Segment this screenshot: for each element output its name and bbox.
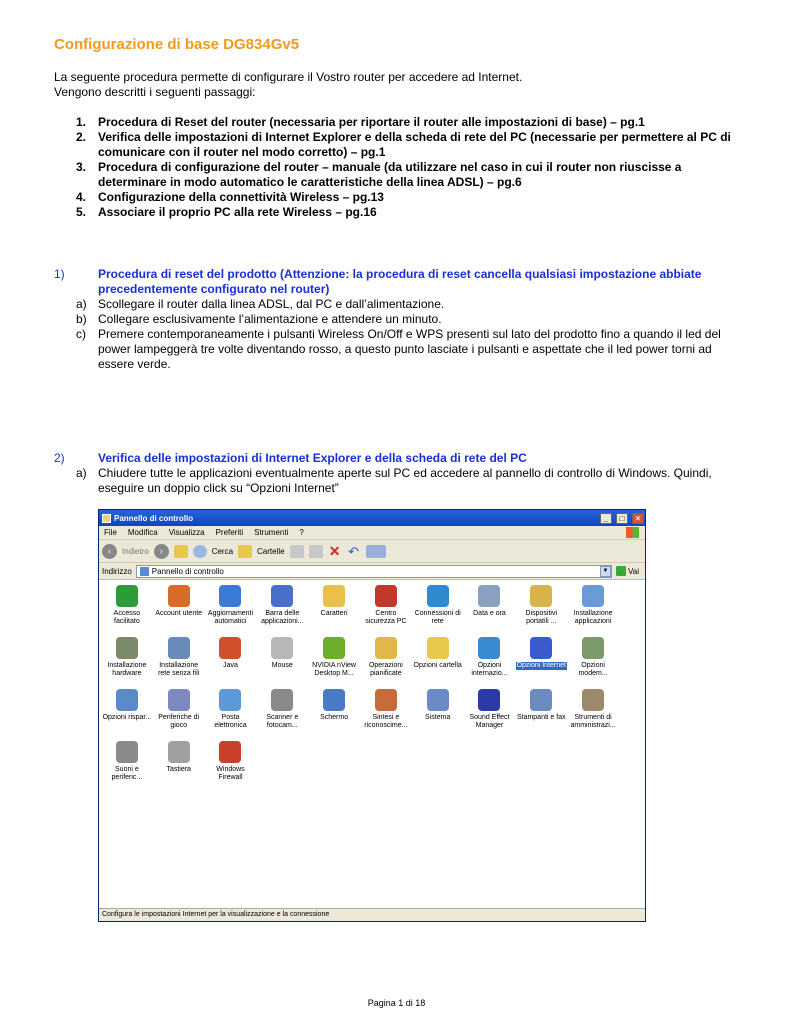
applet-icon [219,689,241,711]
views-icon[interactable] [366,545,386,558]
control-panel-item[interactable] [101,741,153,793]
control-panel-item[interactable] [101,637,153,689]
item-letter: b) [76,312,87,326]
applet-icon [271,585,293,607]
back-button[interactable]: Indietro [122,546,149,556]
applet-label: Caratteri [320,610,348,617]
section-reset [54,267,744,372]
applet-icon [582,637,604,659]
control-panel-item[interactable] [360,637,412,689]
applet-label: Dispositivi portatili ... [525,610,558,625]
section-number: 1) [54,267,65,281]
applet-icon [219,585,241,607]
control-panel-item[interactable] [205,585,257,637]
window-titlebar [99,510,645,526]
applet-icon [116,637,138,659]
address-label: Indirizzo [102,566,132,576]
applet-label: Sound Effect Manager [469,714,510,729]
control-panel-item[interactable] [256,689,308,741]
applet-label: Aggiornamenti automatici [207,610,254,625]
windows-logo-icon [626,527,639,538]
icon-grid [101,585,641,793]
applet-label: Opzioni rispar... [102,714,152,721]
section-item [54,297,744,312]
applet-icon [530,689,552,711]
item-text: Scollegare il router dalla linea ADSL, dal PC e dall’alimentazione. [98,297,445,311]
control-panel-item[interactable] [153,585,205,637]
close-button[interactable]: × [632,513,644,524]
applet-icon [219,741,241,763]
control-panel-item[interactable] [101,585,153,637]
applet-label: Centro sicurezza PC [365,610,407,625]
applet-label: Data e ora [473,610,506,617]
control-panel-item[interactable] [464,689,516,741]
control-panel-icon [102,514,111,523]
section-verify [54,451,744,496]
go-arrow-icon [616,566,626,576]
applet-icon [323,689,345,711]
control-panel-item[interactable] [360,689,412,741]
step-text: Procedura di Reset del router (necessaria per riportare il router alle impostazioni di base) – pg.1 [98,115,645,129]
intro-line: Vengono descritti i seguenti passaggi: [54,85,256,99]
section-item [54,312,744,327]
step-number: 3. [76,160,87,174]
item-text: Premere contemporaneamente i pulsanti Wireless On/Off e WPS presenti sul lato del prodotto fino a quando il led del power lampeggerà tre volte diventando rosso, a questo punto lasciate i pulsanti e aspettate che il led power torni ad essere verde. [98,327,721,371]
applet-label: Mouse [271,662,293,669]
applet-icon [375,689,397,711]
page-footer: Pagina 1 di 18 [367,998,426,1008]
control-panel-item[interactable] [515,585,567,637]
applet-icon [478,637,500,659]
control-panel-item[interactable] [567,637,619,689]
applet-label: Opzioni internazio... [471,662,508,677]
step-text: Procedura di configurazione del router – manuale (da utilizzare nel caso in cui il router non riuscisse a determinare in modo automatico le caratteristiche della linea ADSL) – pg.6 [98,160,682,189]
step-item [54,190,744,205]
go-button[interactable] [616,566,639,576]
section-heading [54,451,744,466]
copy-to-icon[interactable] [309,545,323,558]
control-panel-item[interactable] [464,585,516,637]
control-panel-screenshot [98,509,646,922]
applet-label: Opzioni modem... [578,662,608,677]
applet-icon [427,637,449,659]
step-item [54,115,744,130]
forward-arrow-icon[interactable]: › [154,544,169,559]
applet-label: Windows Firewall [216,766,245,781]
back-arrow-icon[interactable]: ‹ [102,544,117,559]
control-panel-item[interactable] [567,585,619,637]
applet-icon [323,585,345,607]
control-panel-item[interactable] [567,689,619,741]
address-bar [99,563,645,580]
step-number: 2. [76,130,87,144]
section-heading-text: Procedura di reset del prodotto (Attenzione: la procedura di reset cancella qualsiasi impostazione abbiate precedentemente configurato nel router) [98,267,702,296]
applet-label: Opzioni Internet [516,662,566,669]
control-panel-item[interactable] [256,585,308,637]
maximize-button[interactable]: □ [616,513,628,524]
control-panel-icon [140,567,149,576]
applet-label: Account utente [155,610,203,617]
page-title: Configurazione di base DG834Gv5 [54,36,300,53]
applet-icon [582,585,604,607]
applet-label: Strumenti di amministrazi... [570,714,616,729]
applet-label: Operazioni pianificate [368,662,403,677]
applet-icon [168,741,190,763]
intro-line: La seguente procedura permette di configurare il Vostro router per accedere ad Internet. [54,70,523,84]
applet-icon [478,585,500,607]
applet-icon [530,637,552,659]
applet-icon [427,585,449,607]
applet-icon [271,637,293,659]
applet-label: Sintesi e riconoscime... [364,714,408,729]
control-panel-item[interactable] [153,689,205,741]
control-panel-item[interactable] [412,585,464,637]
applet-label: Tastiera [166,766,191,773]
menu-preferiti[interactable]: Preferiti [215,528,244,537]
menu-modifica[interactable]: Modifica [127,528,158,537]
applet-icon [168,689,190,711]
step-item [54,130,744,160]
folder-up-icon[interactable] [174,545,188,558]
item-text: Chiudere tutte le applicazioni eventualmente aperte sul PC ed accedere al pannello di controllo di Windows. Quindi, eseguire un doppio click su “Opzioni Internet” [98,466,712,495]
menu-visualizza[interactable]: Visualizza [168,528,205,537]
applet-label: Installazione hardware [107,662,147,677]
control-panel-item[interactable] [464,637,516,689]
step-text: Verifica delle impostazioni di Internet Explorer e della scheda di rete del PC (necessarie per permettere al PC di comunicare con il router nel modo corretto) – pg.1 [98,130,731,159]
applet-icon [375,637,397,659]
applet-label: Connessioni di rete [414,610,461,625]
applet-label: Scanner e fotocam... [266,714,299,729]
item-text: Collegare esclusivamente l’alimentazione e attendere un minuto. [98,312,442,326]
applet-icon [219,637,241,659]
menu-bar [99,526,645,540]
applet-icon [427,689,449,711]
control-panel-item[interactable] [412,689,464,741]
control-panel-item[interactable] [308,689,360,741]
section-number: 2) [54,451,65,465]
undo-icon[interactable]: ↶ [348,543,360,559]
control-panel-item[interactable] [153,741,205,793]
applet-label: Installazione applicazioni [573,610,613,625]
toolbar [99,540,645,563]
item-letter: a) [76,297,87,311]
minimize-button[interactable]: _ [600,513,612,524]
control-panel-item[interactable] [205,689,257,741]
control-panel-item[interactable] [515,637,567,689]
applet-label: NVIDIA nView Desktop M... [312,662,356,677]
control-panel-item[interactable] [308,637,360,689]
applet-label: Periferiche di gioco [158,714,200,729]
control-panel-item[interactable] [101,689,153,741]
applet-label: Schermo [320,714,349,721]
applet-icon [116,689,138,711]
applet-label: Installazione rete senza fili [158,662,200,677]
applet-icon [323,637,345,659]
applet-label: Suoni e periferic... [111,766,143,781]
step-text: Configurazione della connettività Wireless – pg.13 [98,190,384,204]
address-field[interactable] [136,565,612,578]
applet-icon [582,689,604,711]
applet-label: Opzioni cartella [413,662,462,669]
applet-icon [271,689,293,711]
section-item [54,327,744,372]
applet-icon [116,585,138,607]
search-icon[interactable] [193,545,207,558]
item-letter: a) [76,466,87,480]
applet-label: Posta elettronica [214,714,247,729]
applet-icon [168,585,190,607]
control-panel-item[interactable] [360,585,412,637]
window-title: Pannello di controllo [114,513,194,523]
applet-label: Stampanti e fax [516,714,566,721]
applet-icon [530,585,552,607]
icon-view [99,582,645,908]
go-label: Vai [628,566,639,576]
applet-label: Sistema [425,714,451,721]
steps-list [54,115,744,220]
section-heading [54,267,744,297]
step-number: 5. [76,205,87,219]
control-panel-item[interactable] [205,741,257,793]
applet-label: Accesso facilitato [113,610,141,625]
applet-icon [375,585,397,607]
control-panel-item[interactable] [153,637,205,689]
section-heading-text: Verifica delle impostazioni di Internet Explorer e della scheda di rete del PC [98,451,527,465]
folders-button[interactable]: Cartelle [257,546,285,556]
menu-file[interactable]: File [104,528,117,537]
menu-strumenti[interactable]: Strumenti [254,528,289,537]
dropdown-arrow-icon[interactable]: ▼ [600,566,611,577]
step-item [54,160,744,190]
control-panel-item[interactable] [205,637,257,689]
move-to-icon[interactable] [290,545,304,558]
step-number: 4. [76,190,87,204]
search-button[interactable]: Cerca [211,546,234,556]
menu-help[interactable]: ? [299,528,304,537]
address-value: Pannello di controllo [151,566,224,576]
control-panel-item[interactable] [515,689,567,741]
control-panel-item[interactable] [256,637,308,689]
applet-icon [478,689,500,711]
applet-icon [168,637,190,659]
section-item [54,466,744,496]
applet-label: Java [223,662,238,669]
applet-icon [116,741,138,763]
control-panel-item[interactable] [308,585,360,637]
delete-icon[interactable]: ✕ [328,542,341,559]
step-number: 1. [76,115,87,129]
step-text: Associare il proprio PC alla rete Wireless – pg.16 [98,205,377,219]
item-letter: c) [76,327,86,341]
applet-label: Barra delle applicazioni... [261,610,304,625]
status-bar: Configura le impostazioni Internet per la visualizzazione e la connessione [99,908,645,921]
intro-text [54,70,522,100]
control-panel-item[interactable] [412,637,464,689]
step-item [54,205,744,220]
folders-icon[interactable] [238,545,252,558]
